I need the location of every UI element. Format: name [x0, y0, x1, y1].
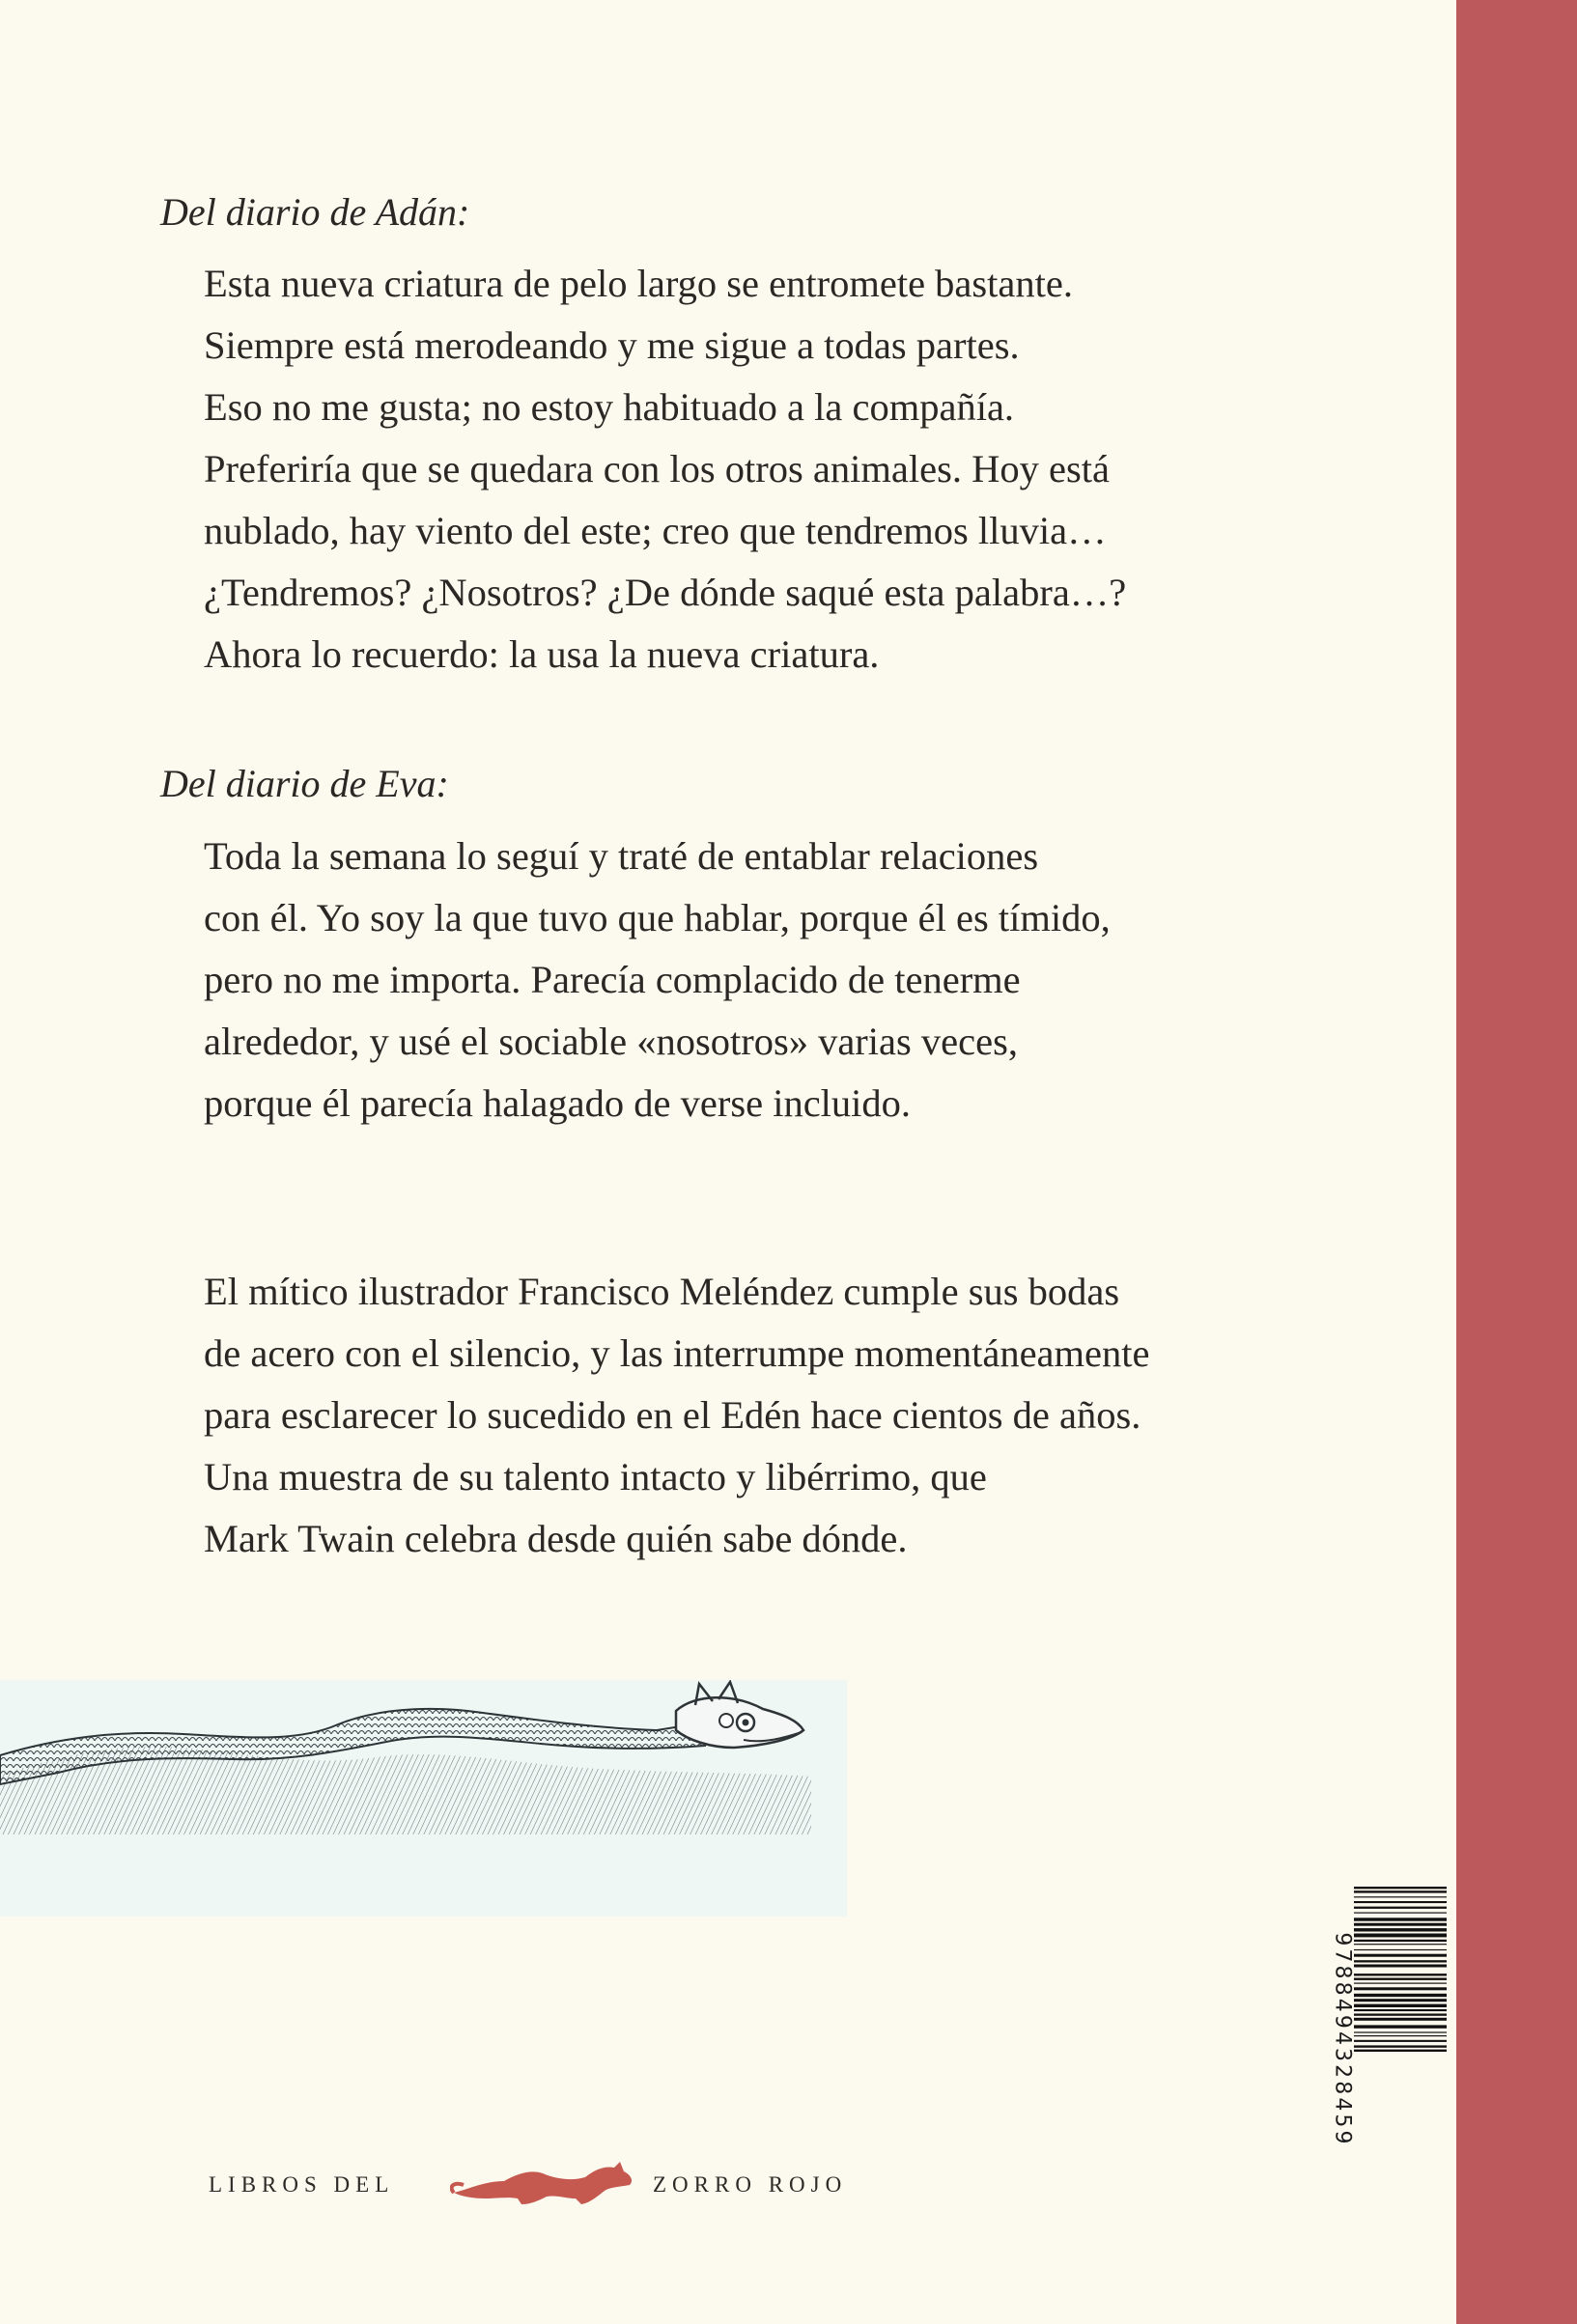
barcode-bar	[1354, 1890, 1447, 1892]
barcode-bar	[1354, 1934, 1447, 1938]
barcode-bar	[1354, 1954, 1447, 1957]
barcode-bar	[1354, 2004, 1447, 2007]
isbn-number: 9788494328459	[1330, 1931, 1355, 2147]
barcode-bar	[1354, 1896, 1447, 1897]
barcode-bar	[1354, 1949, 1447, 1950]
adam-diary-text: Esta nueva criatura de pelo largo se entromete bastante. Siempre está merodeando y me sigue a todas partes. Eso no me gusta; no estoy habituado a la compañía. Preferiría que se quedara con los otros animales. Hoy está nublado, hay viento del este; creo que tendremos lluvia… ¿Tendremos? ¿Nosotros? ¿De dónde saqué esta palabra…? Ahora lo recuerdo: la usa la nueva criatura.	[204, 262, 1127, 676]
barcode-bar	[1354, 1974, 1447, 1975]
barcode-bar	[1354, 2009, 1447, 2011]
fox-logo-icon	[450, 2160, 635, 2208]
eve-diary-text: Toda la semana lo seguí y traté de entablar relaciones con él. Yo soy la que tuvo que hablar, porque él es tímido, pero no me importa. Parecía complacido de tenerme alrededor, y usé el sociable «nosotros» varias veces, porque él parecía halagado de verse incluido.	[204, 834, 1111, 1125]
barcode-bar	[1354, 2031, 1447, 2032]
publisher-name-left: LIBROS DEL	[209, 2172, 395, 2197]
barcode-bar	[1354, 1918, 1447, 1920]
adam-diary-heading: Del diario de Adán:	[160, 190, 470, 234]
barcode-bar	[1354, 1983, 1447, 1984]
barcode-bar	[1354, 1978, 1447, 1980]
barcode-bar	[1354, 2014, 1447, 2016]
barcode-bar	[1354, 1940, 1447, 1942]
barcode-bar	[1354, 1965, 1447, 1968]
barcode-bar	[1354, 2050, 1447, 2052]
barcode-bar	[1354, 1960, 1447, 1962]
spine-color-strip	[1456, 0, 1577, 2324]
barcode-bar	[1354, 1913, 1447, 1914]
barcode-bar	[1354, 1987, 1447, 1990]
barcode-bar	[1354, 2045, 1447, 2047]
barcode-bar	[1354, 1999, 1447, 2002]
serpent-icon	[0, 1680, 847, 1917]
barcode-bar	[1354, 2040, 1447, 2042]
publisher-name-right: ZORRO ROJO	[653, 2172, 848, 2197]
barcode-bar	[1354, 1923, 1447, 1926]
barcode-bar	[1354, 1928, 1447, 1931]
book-blurb: El mítico ilustrador Francisco Meléndez cumple sus bodas de acero con el silencio, y las interrumpe momentáneamente para esclarecer lo sucedido en el Edén hace cientos de años. Una muestra de su talento intacto y libérrimo, que Mark Twain celebra desde quién sabe dónde.	[204, 1270, 1150, 1560]
eve-diary-heading: Del diario de Eva:	[160, 762, 449, 805]
barcode-bar	[1354, 2018, 1447, 2021]
barcode-bar	[1354, 2025, 1447, 2028]
barcode-bar	[1354, 1994, 1447, 1997]
barcode-bar	[1354, 1901, 1447, 1903]
barcode-bar	[1354, 1907, 1447, 1909]
barcode-bar	[1354, 1944, 1447, 1945]
serpent-illustration	[0, 1680, 847, 1917]
barcode-bar	[1354, 2035, 1447, 2036]
barcode-bar	[1354, 1887, 1447, 1889]
publisher-imprint	[209, 2160, 904, 2208]
